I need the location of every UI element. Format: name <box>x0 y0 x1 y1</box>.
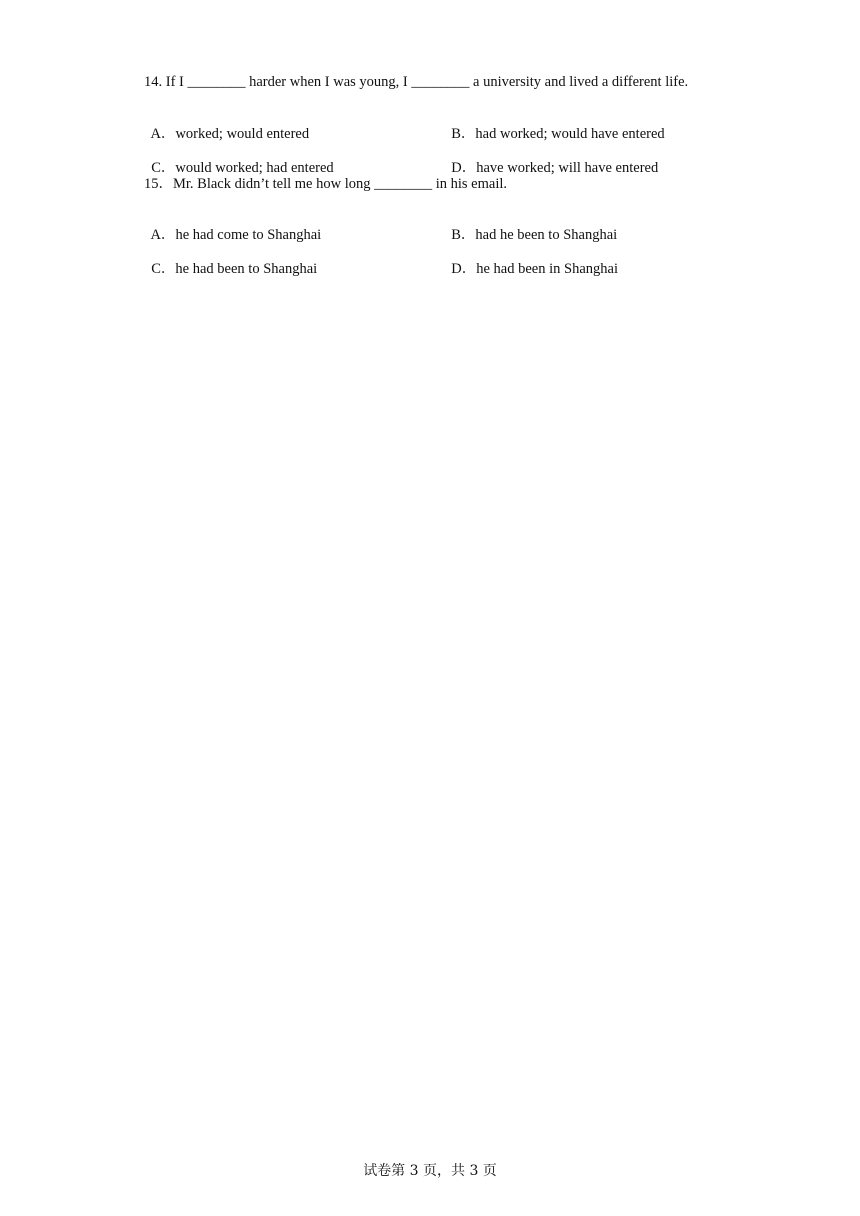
question-15-option-a <box>144 208 321 244</box>
option-letter: D． <box>451 261 477 277</box>
option-text: he had been in Shanghai <box>476 261 618 277</box>
option-letter: A． <box>150 227 176 243</box>
option-letter: A． <box>150 126 176 142</box>
option-text: he had come to Shanghai <box>175 227 322 243</box>
question-15-option-b <box>444 208 617 244</box>
question-15-stem: 15．Mr. Black didn’t tell me how long ________ in his email. <box>144 176 508 192</box>
page-footer: 试卷第 3 页，共 3 页 <box>363 1163 497 1179</box>
option-letter: B． <box>451 126 476 142</box>
question-15-option-c <box>144 242 317 278</box>
option-text: he had been to Shanghai <box>175 261 318 277</box>
question-14-option-b <box>444 107 665 143</box>
question-14-option-c <box>144 141 334 177</box>
option-text: worked; would entered <box>175 126 310 142</box>
option-text: would worked; had entered <box>175 160 334 176</box>
option-text: had worked; would have entered <box>475 126 665 142</box>
question-15-option-d <box>444 242 618 278</box>
option-text: have worked; will have entered <box>476 160 659 176</box>
option-letter: B． <box>451 227 476 243</box>
question-14-option-a <box>144 107 309 143</box>
option-text: had he been to Shanghai <box>475 227 618 243</box>
question-14-option-d <box>444 141 658 177</box>
option-letter: C． <box>151 261 176 277</box>
option-letter: C． <box>151 160 176 176</box>
question-14-stem: 14. If I ________ harder when I was young, I ________ a university and lived a different life. <box>144 74 689 90</box>
option-letter: D． <box>451 160 477 176</box>
